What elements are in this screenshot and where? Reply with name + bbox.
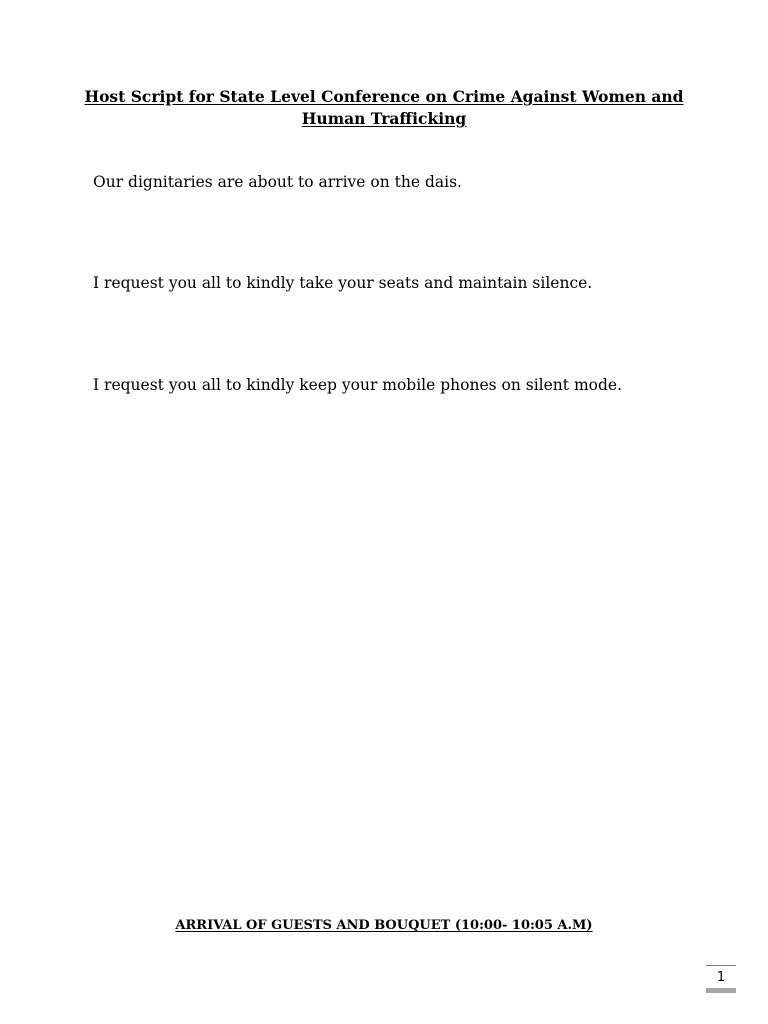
page-number-footer <box>706 965 736 995</box>
page-number-bar <box>706 988 736 993</box>
document-title: Host Script for State Level Conference on Crime Against Women and Human Trafficking <box>84 87 684 128</box>
paragraph-take-seats: I request you all to kindly take your seats and maintain silence. <box>93 274 593 292</box>
paragraph-dignitaries-arrival: Our dignitaries are about to arrive on the dais. <box>93 173 462 191</box>
page-number: 1 <box>716 970 726 985</box>
section-heading-arrival: ARRIVAL OF GUESTS AND BOUQUET (10:00- 10:05 A.M) <box>175 918 593 933</box>
page-number-rule <box>706 965 736 966</box>
paragraph-mobile-phones: I request you all to kindly keep your mobile phones on silent mode. <box>93 376 622 394</box>
